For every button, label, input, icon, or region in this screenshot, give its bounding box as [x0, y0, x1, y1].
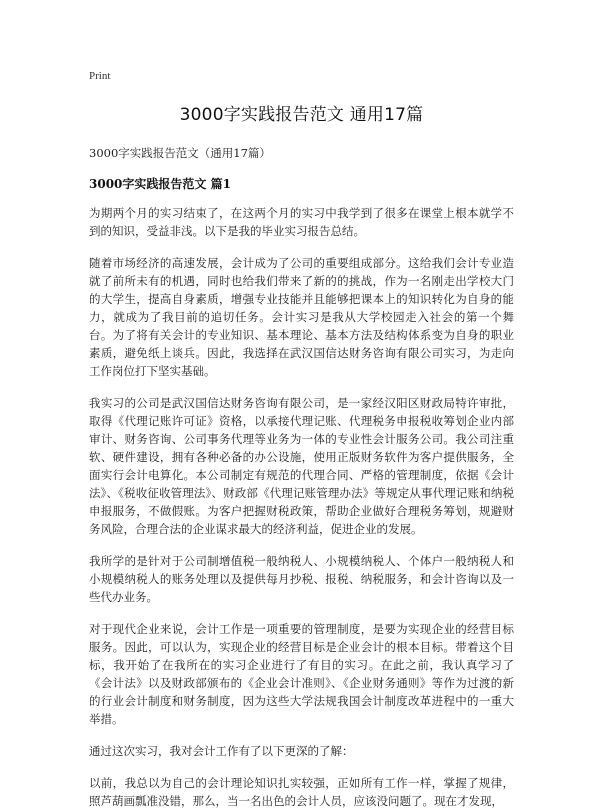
body-paragraph: 为期两个月的实习结束了，在这两个月的实习中我学到了很多在课堂上根本就学不到的知识，受益非浅。以下是我的毕业实习报告总结。: [89, 206, 514, 238]
body-paragraph: 以前，我总以为自己的会计理论知识扎实较强，正如所有工作一样，掌握了规律，照芦葫画瓢准没错，那么，当一名出色的会计人员，应该没问题了。现在才发现，: [89, 776, 514, 808]
body-paragraph: 我实习的公司是武汉国信达财务咨询有限公司，是一家经汉阳区财政局特许审批，取得《代理记账许可证》资格，以承接代理记账、代理税务申报税收筹划企业内部审计、财务咨询、公司事务代理等业务为一体的专业性会计服务公司。我公司注重软、硬件建设，拥有各种必备的办公设施，使用正版财务软件为客户提供服务，全面实行会计电算化。本公司制定有规范的代理合同、严格的管理制度，依据《会计法》、《税收征收管理法》、财政部《代理记账管理办法》等规定从事代理记账和纳税申报服务，不做假账。为客户把握财税政策，帮助企业做好合理税务筹划，规避财务风险，合理合法的企业谋求最大的经济利益，促进企业的发展。: [89, 396, 514, 536]
body-paragraph: 对于现代企业来说，会计工作是一项重要的管理制度，是要为实现企业的经营目标服务。因此，可以认为，实现企业的经营目标是企业会计的根本目标。带着这个目标，我开始了在我所在的实习企业进行了有目的实习。在此之前，我认真学习了《会计法》以及财政部颁布的《企业会计准则》、《企业财务通则》等作为过渡的新的行业会计制度和财务制度，因为这些大学法规我国会计制度改革进程中的一重大举措。: [89, 622, 514, 726]
section-heading: 3000字实践报告范文 篇1: [89, 177, 231, 191]
body-paragraph: 我所学的是针对于公司制增值税一般纳税人、小规模纳税人、个体户一般纳税人和小规模纳税人的账务处理以及提供每月抄税、报税、纳税服务，和会计咨询以及一些代办业务。: [89, 554, 514, 604]
document-subtitle: 3000字实践报告范文（通用17篇）: [89, 146, 271, 160]
body-paragraph: 通过这次实习，我对会计工作有了以下更深的了解：: [89, 744, 354, 758]
body-paragraph: 随着市场经济的高速发展，会计成为了公司的重要组成部分。这给我们会计专业造就了前所未有的机遇，同时也给我们带来了新的的挑战，作为一名刚走出学校大门的大学生，提高自身素质，增强专业技能并且能够把课本上的知识转化为自身的能力，就成为了我目前的追切任务。会计实习是我从大学校园走入社会的第一个舞台。为了将有关会计的专业知识、基本理论、基本方法及结构体系变为自身的职业素质，避免纸上谈兵。因此，我选择在武汉国信达财务咨询有限公司实习，为走向工作岗位打下坚实基础。: [89, 256, 514, 378]
print-label: Print: [89, 70, 111, 82]
document-title: 3000字实践报告范文 通用17篇: [179, 105, 424, 125]
